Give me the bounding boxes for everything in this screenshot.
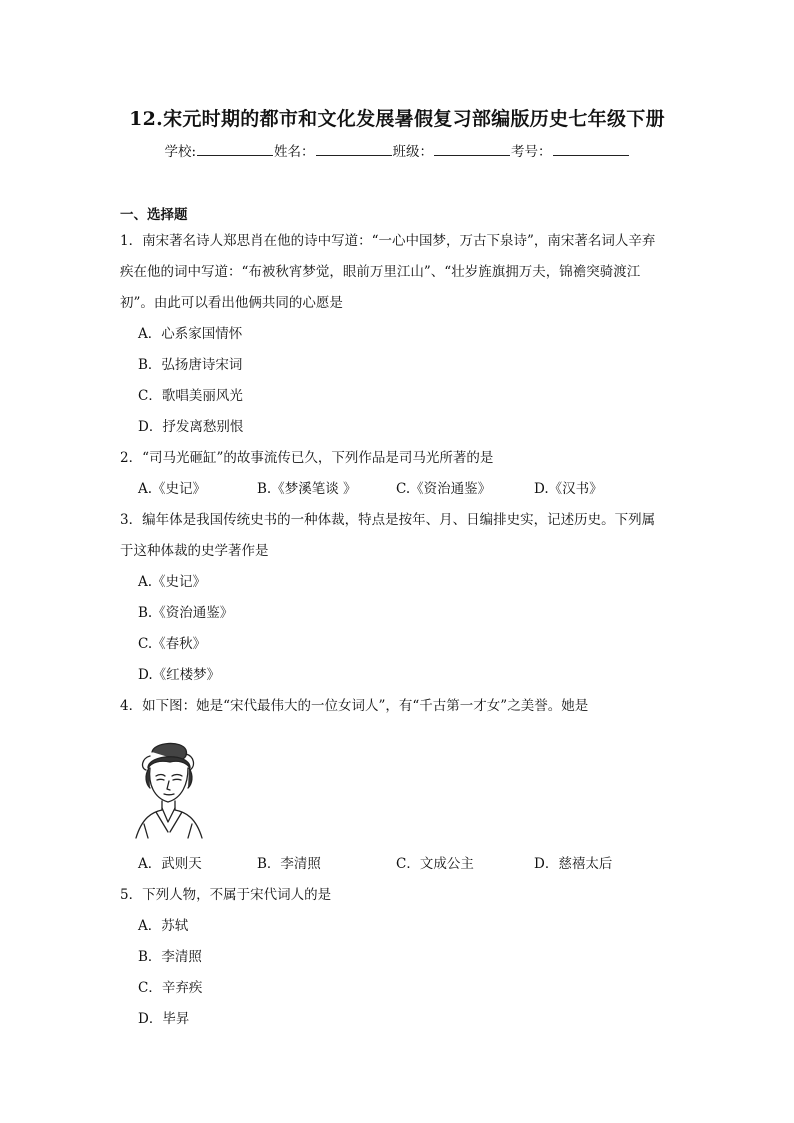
name-label: 姓名： (274, 144, 315, 160)
q2-option-b[interactable]: B.《梦溪笔谈 》 (257, 481, 357, 497)
q4-option-c[interactable]: C．文成公主 (396, 856, 474, 872)
class-label: 班级： (392, 144, 434, 160)
section-heading: 一、选择题 (120, 207, 188, 223)
q3-stem-line-2: 于这种体裁的史学著作是 (120, 543, 269, 559)
q1-option-a[interactable]: A．心系家国情怀 (138, 326, 243, 342)
q1-option-b[interactable]: B．弘扬唐诗宋词 (138, 357, 243, 373)
q4-option-a[interactable]: A．武则天 (138, 856, 202, 872)
q1-stem-line-1: 1．南宋著名诗人郑思肖在他的诗中写道：“一心中国梦，万古下泉诗”，南宋著名词人辛弃 (120, 233, 656, 249)
q5-option-d[interactable]: D．毕昇 (138, 1011, 190, 1027)
q4-stem-line-1: 4．如下图：她是“宋代最伟大的一位女词人”，有“千古第一才女”之美誉。她是 (120, 698, 589, 714)
q2-option-c[interactable]: C.《资治通鉴》 (396, 481, 492, 497)
q2-stem-line-1: 2．“司马光砸缸”的故事流传已久，下列作品是司马光所著的是 (120, 450, 494, 466)
q3-stem-line-1: 3．编年体是我国传统史书的一种体裁，特点是按年、月、日编排史实，记述历史。下列属 (120, 512, 656, 528)
li-qingzhao-portrait-image (130, 738, 206, 840)
q5-option-b[interactable]: B．李清照 (138, 949, 202, 965)
q3-option-b[interactable]: B.《资治通鉴》 (138, 605, 234, 621)
q5-stem-line-1: 5．下列人物，不属于宋代词人的是 (120, 887, 332, 903)
q5-option-a[interactable]: A．苏轼 (138, 918, 189, 934)
q2-option-d[interactable]: D.《汉书》 (534, 481, 603, 497)
school-label: 学校: (164, 144, 197, 160)
school-blank[interactable] (197, 143, 273, 156)
q3-option-c[interactable]: C.《春秋》 (138, 636, 207, 652)
q1-option-c[interactable]: C．歌唱美丽风光 (138, 388, 243, 404)
q1-stem-line-3: 初”。由此可以看出他俩共同的心愿是 (120, 295, 343, 311)
q3-option-a[interactable]: A.《史记》 (138, 574, 207, 590)
class-blank[interactable] (434, 143, 510, 156)
q4-option-d[interactable]: D．慈禧太后 (534, 856, 613, 872)
q4-option-b[interactable]: B．李清照 (257, 856, 321, 872)
q1-stem-line-2: 疾在他的词中写道：“布被秋宵梦觉，眼前万里江山”、“壮岁旌旗拥万夫，锦襜突骑渡江 (120, 264, 641, 280)
exam-number-label: 考号： (511, 144, 552, 160)
q5-option-c[interactable]: C．辛弃疾 (138, 980, 203, 996)
student-info-row (0, 140, 794, 160)
exam-number-blank[interactable] (553, 143, 629, 156)
q2-option-a[interactable]: A.《史记》 (138, 481, 207, 497)
q1-option-d[interactable]: D．抒发离愁别恨 (138, 419, 244, 435)
q3-option-d[interactable]: D.《红楼梦》 (138, 667, 221, 683)
page-title: 12.宋元时期的都市和文化发展暑假复习部编版历史七年级下册 (129, 108, 665, 130)
name-blank[interactable] (316, 143, 392, 156)
